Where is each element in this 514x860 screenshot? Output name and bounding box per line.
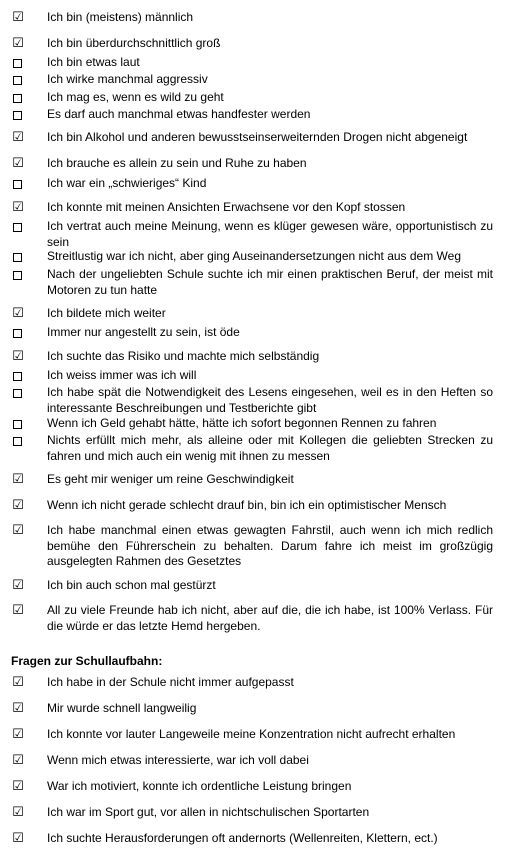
checklist-item-text: Ich habe spät die Notwendigkeit des Lesens eingesehen, weil es in den Heften so interessante Beschreibungen und Testberichte gibt <box>47 385 493 415</box>
empty-checkbox-icon[interactable] <box>11 326 25 340</box>
checked-checkbox-icon[interactable]: ☑ <box>12 498 24 513</box>
checklist-item-text: Ich habe manchmal einen etwas gewagten Fahrstil, auch wenn ich mich redlich bemühe den Führerschein zu behalten. Darum fahre ich meist im großzügig ausgelegten Rahmen des Gesetztes <box>47 523 493 568</box>
checklist-item-text: Ich bin Alkohol und anderen bewusstseinserweiternden Drogen nicht abgeneigt <box>47 130 468 144</box>
checklist-item-text: War ich motiviert, konnte ich ordentliche Leistung bringen <box>47 779 352 793</box>
checklist-item-text: Ich bildete mich weiter <box>47 306 166 320</box>
checklist-item-text: Ich habe in der Schule nicht immer aufgepasst <box>47 675 294 689</box>
checklist-item-text: Ich war im Sport gut, vor allen in nichtschulischen Sportarten <box>47 805 370 819</box>
checklist-item-text: Ich weiss immer was ich will <box>47 368 197 382</box>
empty-checkbox-icon[interactable] <box>11 91 25 105</box>
checklist-item-text: Wenn mich etwas interessierte, war ich voll dabei <box>47 753 309 767</box>
checklist-item-text: Streitlustig war ich nicht, aber ging Auseinandersetzungen nicht aus dem Weg <box>47 249 462 263</box>
checklist-item-text: Ich konnte vor lauter Langeweile meine Konzentration nicht aufrecht erhalten <box>47 727 456 741</box>
checked-checkbox-icon[interactable]: ☑ <box>12 578 24 593</box>
checked-checkbox-icon[interactable]: ☑ <box>12 727 24 742</box>
checked-checkbox-icon[interactable]: ☑ <box>12 831 24 846</box>
empty-checkbox-icon[interactable] <box>11 56 25 70</box>
checklist-item-text: Ich vertrat auch meine Meinung, wenn es klüger gewesen wäre, opportunistisch zu sein <box>47 219 493 249</box>
empty-checkbox-icon[interactable] <box>11 220 25 234</box>
checklist-item-text: Mir wurde schnell langweilig <box>47 701 197 715</box>
checklist-item-text: Ich mag es, wenn es wild zu geht <box>47 90 224 104</box>
checklist-item-text: Immer nur angestellt zu sein, ist öde <box>47 325 240 339</box>
checklist-item-text: Ich war ein „schwieriges“ Kind <box>47 176 207 190</box>
checked-checkbox-icon[interactable]: ☑ <box>12 472 24 487</box>
checklist-item-text: Wenn ich Geld gehabt hätte, hätte ich sofort begonnen Rennen zu fahren <box>47 416 437 430</box>
empty-checkbox-icon[interactable] <box>11 268 25 282</box>
checklist-item-text: Ich suchte Herausforderungen oft andernorts (Wellenreiten, Klettern, ect.) <box>47 831 438 845</box>
checklist-item-text: Ich bin etwas laut <box>47 55 140 69</box>
checklist-item-text: All zu viele Freunde hab ich nicht, aber auf die, die ich habe, ist 100% Verlass. Für die würde er das letzte Hemd hergeben. <box>47 603 493 633</box>
checked-checkbox-icon[interactable]: ☑ <box>12 779 24 794</box>
checked-checkbox-icon[interactable]: ☑ <box>12 36 24 51</box>
checklist-item-text: Ich suchte das Risiko und machte mich selbständig <box>47 349 320 363</box>
empty-checkbox-icon[interactable] <box>11 434 25 448</box>
checked-checkbox-icon[interactable]: ☑ <box>12 200 24 215</box>
empty-checkbox-icon[interactable] <box>11 73 25 87</box>
checked-checkbox-icon[interactable]: ☑ <box>12 523 24 538</box>
checklist-item-text: Nichts erfüllt mich mehr, als alleine oder mit Kollegen die geliebten Strecken zu fahren und mich auch ein wenig mit ihnen zu messen <box>47 433 493 463</box>
checked-checkbox-icon[interactable]: ☑ <box>12 349 24 364</box>
checklist-item-text: Ich bin überdurchschnittlich groß <box>47 36 221 50</box>
empty-checkbox-icon[interactable] <box>11 108 25 122</box>
checked-checkbox-icon[interactable]: ☑ <box>12 130 24 145</box>
empty-checkbox-icon[interactable] <box>11 417 25 431</box>
empty-checkbox-icon[interactable] <box>11 250 25 264</box>
checked-checkbox-icon[interactable]: ☑ <box>12 603 24 618</box>
checklist-item-text: Ich wirke manchmal aggressiv <box>47 72 208 86</box>
checked-checkbox-icon[interactable]: ☑ <box>12 701 24 716</box>
empty-checkbox-icon[interactable] <box>11 386 25 400</box>
school-section-heading: Fragen zur Schullaufbahn: <box>11 654 163 668</box>
checklist-item-text: Ich konnte mit meinen Ansichten Erwachsene vor den Kopf stossen <box>47 200 406 214</box>
checklist-item-text: Es darf auch manchmal etwas handfester werden <box>47 107 311 121</box>
checked-checkbox-icon[interactable]: ☑ <box>12 805 24 820</box>
checklist-item-text: Nach der ungeliebten Schule suchte ich mir einen praktischen Beruf, der meist mit Motoren zu tun hatte <box>47 267 493 297</box>
checklist-item-text: Es geht mir weniger um reine Geschwindigkeit <box>47 472 294 486</box>
checked-checkbox-icon[interactable]: ☑ <box>12 10 24 25</box>
checked-checkbox-icon[interactable]: ☑ <box>12 675 24 690</box>
checked-checkbox-icon[interactable]: ☑ <box>12 156 24 171</box>
checked-checkbox-icon[interactable]: ☑ <box>12 753 24 768</box>
checklist-item-text: Ich bin (meistens) männlich <box>47 10 194 24</box>
checklist-item-text: Ich brauche es allein zu sein und Ruhe zu haben <box>47 156 307 170</box>
checklist-item-text: Ich bin auch schon mal gestürzt <box>47 578 216 592</box>
checklist-item-text: Wenn ich nicht gerade schlecht drauf bin, bin ich ein optimistischer Mensch <box>47 498 447 512</box>
empty-checkbox-icon[interactable] <box>11 369 25 383</box>
empty-checkbox-icon[interactable] <box>11 177 25 191</box>
checked-checkbox-icon[interactable]: ☑ <box>12 306 24 321</box>
